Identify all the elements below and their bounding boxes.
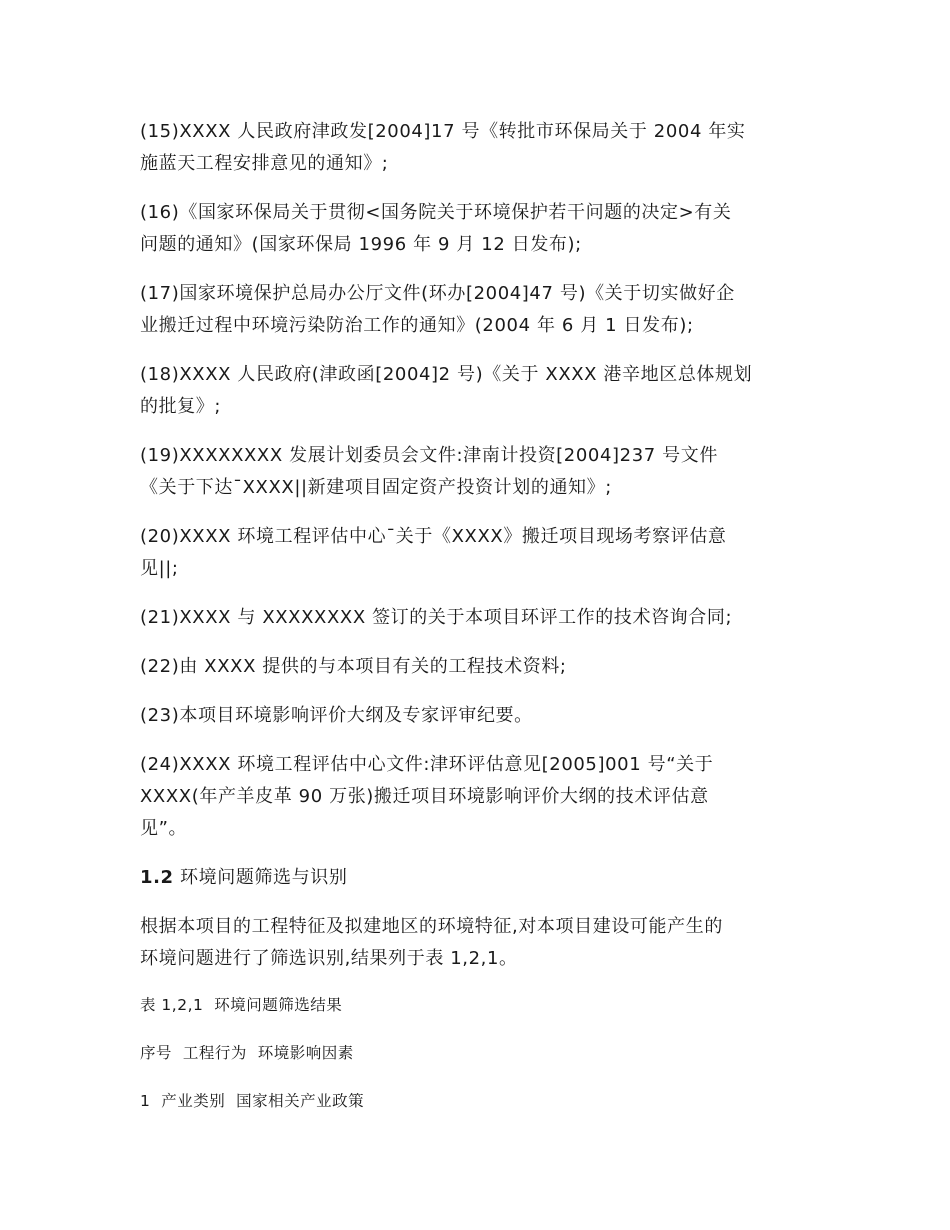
reference-line: (20)XXXX 环境工程评估中心¯关于《XXXX》搬迁项目现场考察评估意 (140, 526, 727, 547)
reference-item-18 (140, 359, 820, 423)
reference-item-21 (140, 602, 820, 634)
reference-line: (16)《国家环保局关于贯彻<国务院关于环境保护若干问题的决定>有关 (140, 202, 732, 223)
reference-line: (15)XXXX 人民政府津政发[2004]17 号《转批市环保局关于 2004 年实 (140, 121, 746, 142)
section-title: 环境问题筛选与识别 (180, 867, 348, 888)
intro-line: 根据本项目的工程特征及拟建地区的环境特征,对本项目建设可能产生的 (140, 916, 723, 937)
reference-item-22 (140, 651, 820, 683)
reference-item-19 (140, 440, 820, 504)
table-caption: 表 1,2,1 环境问题筛选结果 (140, 996, 343, 1014)
reference-item-15 (140, 116, 820, 180)
section-number: 1.2 (140, 867, 174, 888)
intro-paragraph (140, 911, 820, 975)
reference-list (140, 116, 820, 845)
reference-line: 施蓝天工程安排意见的通知》; (140, 153, 389, 174)
document-page (140, 116, 820, 1136)
table-header-row: 序号 工程行为 环境影响因素 (140, 1044, 354, 1062)
reference-item-20 (140, 521, 820, 585)
reference-line: (17)国家环境保护总局办公厅文件(环办[2004]47 号)《关于切实做好企 (140, 283, 735, 304)
reference-line: (19)XXXXXXXX 发展计划委员会文件:津南计投资[2004]237 号文件 (140, 445, 718, 466)
reference-item-16 (140, 197, 820, 261)
reference-line: (23)本项目环境影响评价大纲及专家评审纪要。 (140, 705, 533, 726)
reference-item-24 (140, 749, 820, 845)
reference-line: (18)XXXX 人民政府(津政函[2004]2 号)《关于 XXXX 港辛地区总体规划 (140, 364, 753, 385)
reference-line: 见”。 (140, 818, 188, 839)
reference-item-23 (140, 700, 820, 732)
reference-line: 业搬迁过程中环境污染防治工作的通知》(2004 年 6 月 1 日发布); (140, 315, 694, 336)
reference-line: XXXX(年产羊皮革 90 万张)搬迁项目环境影响评价大纲的技术评估意 (140, 786, 709, 807)
intro-line: 环境问题进行了筛选识别,结果列于表 1,2,1。 (140, 948, 518, 969)
reference-line: 《关于下达¯XXXX||新建项目固定资产投资计划的通知》; (140, 477, 612, 498)
reference-line: 的批复》; (140, 396, 222, 417)
section-heading (140, 862, 820, 894)
reference-line: (22)由 XXXX 提供的与本项目有关的工程技术资料; (140, 656, 567, 677)
reference-line: (24)XXXX 环境工程评估中心文件:津环评估意见[2005]001 号“关于 (140, 754, 714, 775)
table-row: 1 产业类别 国家相关产业政策 (140, 1092, 365, 1110)
reference-line: 见||; (140, 558, 179, 579)
reference-item-17 (140, 278, 820, 342)
reference-line: 问题的通知》(国家环保局 1996 年 9 月 12 日发布); (140, 234, 582, 255)
reference-line: (21)XXXX 与 XXXXXXXX 签订的关于本项目环评工作的技术咨询合同; (140, 607, 733, 628)
